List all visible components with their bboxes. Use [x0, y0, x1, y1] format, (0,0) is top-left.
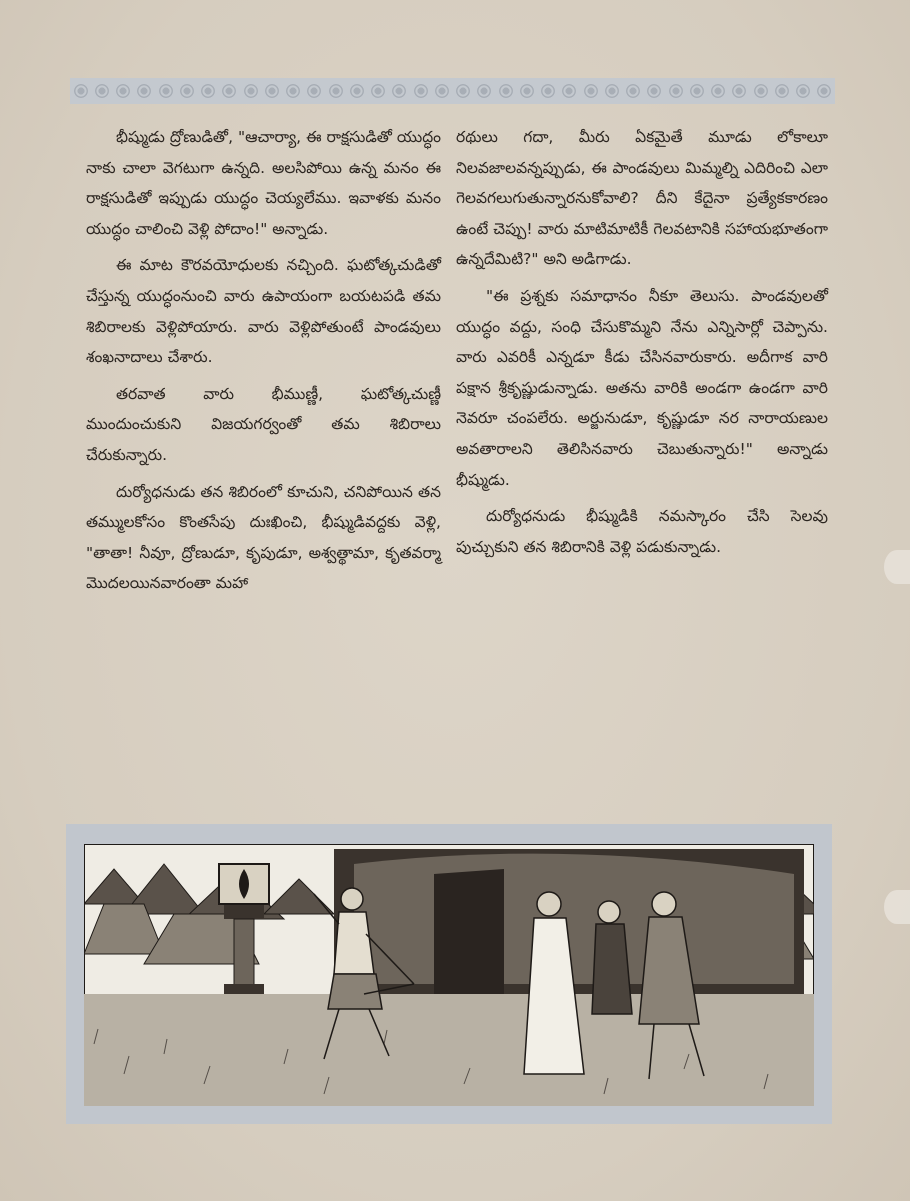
paragraph: తరవాత వారు భీముణ్ణీ, ఘటోత్కచుణ్ణీ ముందుంచుకుని విజయగర్వంతో తమ శిబిరాలు చేరుకున్నారు.: [86, 384, 441, 464]
paragraph: ఈ మాట కౌరవయోధులకు నచ్చింది. ఘటోత్కచుడితో చేస్తున్న యుద్ధంనుంచి వారు ఉపాయంగా బయటపడి తమ శిబిరాలకు వెళ్లిపోయారు. వారు వెళ్లిపోతుంటే పాండవులు శంఖనాదాలు చేశారు.: [86, 256, 441, 367]
paragraph: రథులు గదా, మీరు ఏకమైతే మూడు లోకాలూ నిలవజాలవన్నప్పుడు, ఈ పాండవులు మిమ్మల్ని ఎదిరించి ఎలా గెలవగలుగుతున్నారనుకోవాలి? దీని కేదైనా ప్రత్యేకకారణం ఉంటే చెప్పు! వారు మాటిమాటికీ గెలవటానికి సహాయభూతంగా ఉన్నదేమిటి?" అని అడిగాడు.: [456, 128, 828, 269]
paragraph: దుర్యోధనుడు తన శిబిరంలో కూచుని, చనిపోయిన తన తమ్ములకోసం కొంతసేపు దుఃఖించి, భీష్ముడివద్దకు వెళ్లి, "తాతా! నీవూ, ద్రోణుడూ, కృపుడూ, అశ్వత్థామా, కృతవర్మా మొదలయినవారంతా మహా: [86, 482, 441, 593]
text-column-left: [86, 122, 441, 605]
text-column-right: [456, 122, 828, 568]
paragraph: "ఈ ప్రశ్నకు సమాధానం నీకూ తెలుసు. పాండవులతో యుద్ధం వద్దు, సంధి చేసుకొమ్మని నేను ఎన్నిసార్లో చెప్పాను. వారు ఎవరికీ ఎన్నడూ కీడు చేసినవారుకారు. అదీగాక వారి పక్షాన శ్రీకృష్ణుడున్నాడు. అతను వారికి అండగా ఉండగా వారి నెవరూ చంపలేరు. అర్జునుడూ, కృష్ణుడూ నర నారాయణుల అవతారాలని తెలిసినవారు చెబుతున్నారు!" అన్నాడు భీష్ముడు.: [456, 286, 828, 489]
page-edge-mark: [884, 550, 910, 584]
paragraph: భీష్ముడు ద్రోణుడితో, "ఆచార్యా, ఈ రాక్షసుడితో యుద్ధం నాకు చాలా వెగటుగా ఉన్నది. అలసిపోయి ఉన్న మనం ఈ రాక్షసుడితో ఇప్పుడు యుద్ధం చెయ్యలేము. ఇవాళకు మనం యుద్ధం చాలించి వెళ్లి పోదాం!" అన్నాడు.: [86, 128, 441, 238]
camp-scene-illustration: [84, 844, 814, 1106]
page-edge-mark: [884, 890, 910, 924]
paragraph: దుర్యోధనుడు భీష్ముడికి నమస్కారం చేసి సెలవు పుచ్చుకుని తన శిబిరానికి వెళ్లి పడుకున్నాడు.: [456, 507, 828, 556]
decorative-border-strip: [70, 78, 835, 104]
illustration-panel: [66, 824, 832, 1124]
